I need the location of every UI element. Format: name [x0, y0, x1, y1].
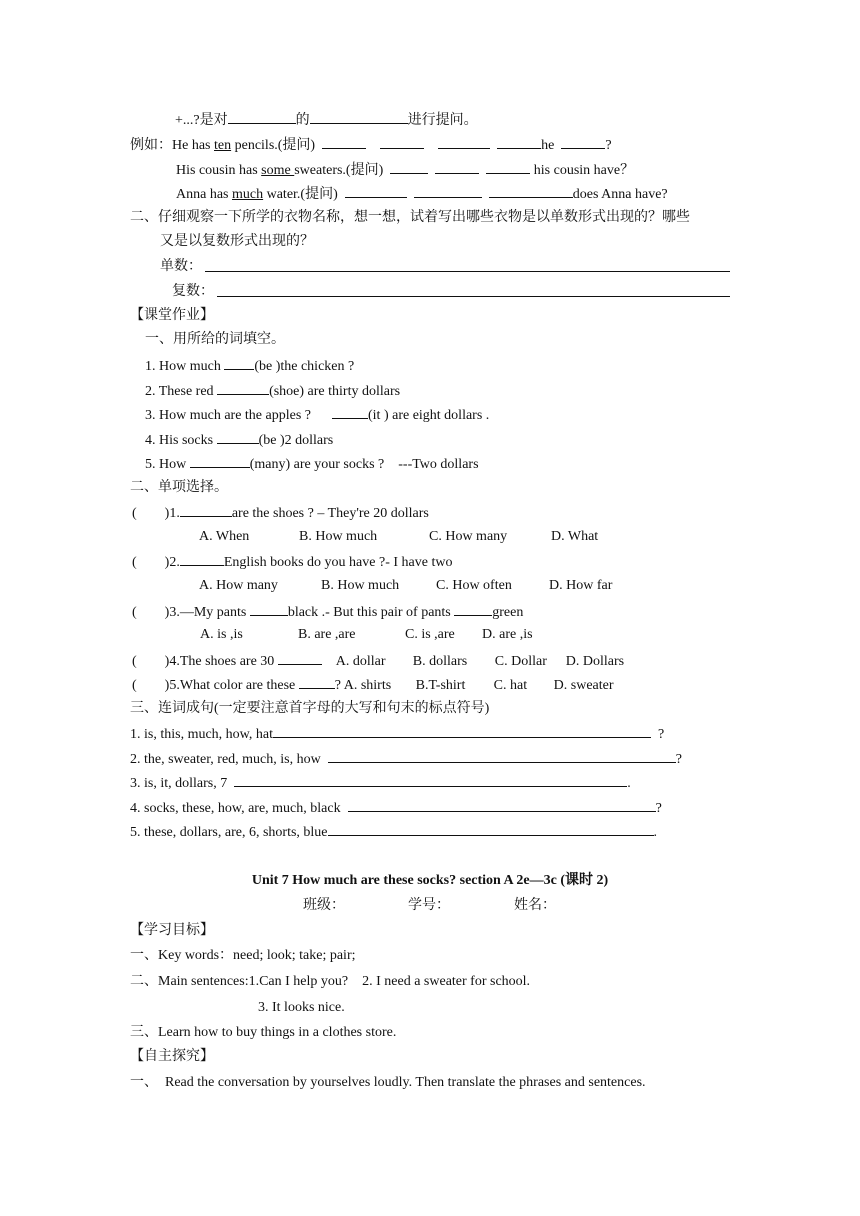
order-item-4: [130, 798, 662, 816]
explore-task-1: 一、 Read the conversation by yourselves loudly. Then translate the phrases and sentences.: [130, 1075, 646, 1090]
goal-learn: 三、Learn how to buy things in a clothes store.: [130, 1025, 397, 1040]
option: A. is ,is: [200, 627, 243, 642]
class-label: 班级：: [303, 898, 345, 913]
example-text: his cousin have？: [530, 163, 635, 178]
blank[interactable]: [190, 454, 250, 468]
blank[interactable]: [497, 135, 541, 149]
question-text: 5.What color are these: [169, 678, 299, 693]
mc-question-1: [132, 503, 429, 521]
answer-line[interactable]: [328, 749, 676, 763]
blank[interactable]: [228, 110, 296, 124]
answer-paren[interactable]: ( ): [132, 555, 170, 570]
answer-paren[interactable]: ( ): [132, 654, 170, 669]
lesson-title: Unit 7 How much are these socks? section A 2e—3c (课时 2): [251, 873, 609, 888]
blank[interactable]: [390, 160, 428, 174]
example-text: pencils.(提问): [231, 138, 316, 153]
option: D. What: [551, 529, 599, 544]
blank[interactable]: [224, 356, 254, 370]
plural-label: 复数：: [172, 284, 214, 299]
fill-item-text: 1. How much: [145, 359, 225, 374]
fill-item-text: 2. These red: [145, 384, 218, 399]
order-words: 1. is, this, much, how, hat: [130, 727, 273, 742]
blank[interactable]: [250, 602, 288, 616]
example-text: he: [541, 138, 555, 153]
example-line-1: [130, 135, 612, 153]
goal-main-sentences-cont: 3. It looks nice.: [258, 1000, 345, 1015]
blank[interactable]: [438, 135, 490, 149]
order-words: 4. socks, these, how, are, much, black: [130, 801, 341, 816]
question-text: black .- But this pair of pants: [287, 605, 455, 620]
fill-item-text: (be )the chicken ?: [254, 359, 355, 374]
mc-question-5: [132, 675, 614, 693]
intro-text: 的: [295, 113, 310, 128]
mc-options-3: [200, 626, 533, 644]
order-item-2: [130, 749, 682, 767]
part2-instruction-cont: 又是以复数形式出现的？: [160, 234, 314, 249]
fill-item-2: [145, 381, 400, 399]
section-multiple-choice: 二、单项选择。: [130, 480, 228, 495]
goals-header: 【学习目标】: [130, 923, 214, 938]
fill-item-text: (it ) are eight dollars .: [368, 408, 490, 423]
name-label: 姓名：: [514, 898, 556, 913]
example-text: Anna has: [176, 187, 232, 202]
example-line-2: [176, 160, 634, 178]
blank[interactable]: [561, 135, 605, 149]
punctuation: ?: [675, 752, 682, 767]
intro-line: [175, 110, 478, 128]
example-label: 例如：: [130, 138, 172, 153]
blank[interactable]: [345, 184, 407, 198]
fill-item-5: [145, 454, 479, 472]
option: D. are ,is: [482, 627, 533, 642]
blank[interactable]: [310, 110, 408, 124]
blank[interactable]: [489, 184, 573, 198]
intro-text: 进行提问。: [407, 113, 478, 128]
underlined-word: much: [232, 187, 264, 202]
singular-answer-line[interactable]: [205, 271, 730, 272]
option: C. is ,are: [405, 627, 455, 642]
blank[interactable]: [217, 381, 269, 395]
blank[interactable]: [322, 135, 366, 149]
fill-item-text: (shoe) are thirty dollars: [269, 384, 401, 399]
blank[interactable]: [217, 430, 259, 444]
question-text: 4.The shoes are 30: [169, 654, 278, 669]
answer-line[interactable]: [273, 724, 651, 738]
fill-item-text: 4. His socks: [145, 433, 217, 448]
punctuation: ?: [655, 801, 662, 816]
blank[interactable]: [414, 184, 482, 198]
fill-item-text: (many) are your socks ? ---Two dollars: [249, 457, 479, 472]
blank[interactable]: [486, 160, 530, 174]
example-text: sweaters.(提问): [294, 163, 384, 178]
option: B. How much: [321, 578, 400, 593]
blank[interactable]: [180, 552, 224, 566]
singular-label: 单数：: [160, 259, 202, 274]
goal-main-sentences: 二、Main sentences:1.Can I help you? 2. I need a sweater for school.: [130, 974, 531, 989]
section-fill-in: 一、用所给的词填空。: [145, 332, 285, 347]
example-text: ?: [605, 138, 612, 153]
question-text: English books do you have ?- I have two: [223, 555, 453, 570]
option: B.T-shirt: [415, 678, 466, 693]
blank[interactable]: [299, 675, 335, 689]
student-id-label: 学号：: [408, 898, 450, 913]
option: B. dollars: [412, 654, 468, 669]
punctuation: ?: [657, 727, 665, 742]
answer-paren[interactable]: ( ): [132, 678, 170, 693]
question-text: ? A. shirts: [334, 678, 392, 693]
question-text: are the shoes ? – They're 20 dollars: [231, 506, 429, 521]
mc-question-2: [132, 552, 452, 570]
option: D. Dollars: [565, 654, 625, 669]
fill-item-text: 3. How much are the apples ?: [145, 408, 332, 423]
question-text: 1.: [169, 506, 180, 521]
example-text: does Anna have?: [572, 187, 668, 202]
blank[interactable]: [435, 160, 479, 174]
order-words: 3. is, it, dollars, 7: [130, 776, 228, 791]
option: D. How far: [549, 578, 613, 593]
example-line-3: [176, 184, 668, 202]
fill-item-text: (be )2 dollars: [258, 433, 334, 448]
goal-key-words: 一、Key words：need; look; take; pair;: [130, 948, 356, 963]
order-words: 5. these, dollars, are, 6, shorts, blue: [130, 825, 328, 840]
fill-item-3: [145, 405, 489, 423]
blank[interactable]: [332, 405, 368, 419]
option: B. are ,are: [298, 627, 356, 642]
underlined-word: ten: [214, 138, 232, 153]
question-text: 3.—My pants: [169, 605, 250, 620]
blank[interactable]: [180, 503, 232, 517]
option: A. How many: [199, 578, 278, 593]
option: C. hat: [493, 678, 528, 693]
punctuation: .: [627, 776, 631, 791]
answer-line[interactable]: [234, 773, 627, 787]
fill-item-text: 5. How: [145, 457, 190, 472]
answer-line[interactable]: [348, 798, 656, 812]
question-text: 2.: [169, 555, 180, 570]
answer-paren[interactable]: ( ): [132, 506, 170, 521]
punctuation: .: [653, 825, 658, 840]
plural-answer-line[interactable]: [217, 296, 730, 297]
blank[interactable]: [278, 651, 322, 665]
order-item-1: [130, 724, 664, 742]
classwork-header: 【课堂作业】: [130, 308, 214, 323]
option: A. dollar: [335, 654, 386, 669]
option: B. How much: [299, 529, 378, 544]
order-item-3: [130, 773, 631, 791]
section-word-order: 三、连词成句(一定要注意首字母的大写和句末的标点符号): [130, 701, 490, 716]
option: D. sweater: [553, 678, 614, 693]
part2-instruction: 二、仔细观察一下所学的衣物名称，想一想，试着写出哪些衣物是以单数形式出现的？哪些: [130, 210, 690, 225]
option: C. Dollar: [494, 654, 547, 669]
option: C. How many: [429, 529, 508, 544]
mc-options-2: [199, 577, 612, 595]
answer-line[interactable]: [328, 822, 654, 836]
example-text: His cousin has: [176, 163, 262, 178]
blank[interactable]: [454, 602, 492, 616]
example-text: He has: [172, 138, 214, 153]
example-text: water.(提问): [263, 187, 338, 202]
option: A. When: [199, 529, 250, 544]
order-item-5: [130, 822, 657, 840]
fill-item-1: [145, 356, 354, 374]
option: C. How often: [436, 578, 512, 593]
mc-question-4: [132, 651, 624, 669]
mc-options-1: [199, 528, 598, 546]
fill-item-4: [145, 430, 333, 448]
question-text: green: [492, 605, 524, 620]
order-words: 2. the, sweater, red, much, is, how: [130, 752, 321, 767]
mc-question-3: [132, 602, 523, 620]
underlined-word: some: [261, 163, 295, 178]
answer-paren[interactable]: ( ): [132, 605, 170, 620]
explore-header: 【自主探究】: [130, 1049, 214, 1064]
blank[interactable]: [380, 135, 424, 149]
intro-text: +...?是对: [175, 113, 228, 128]
